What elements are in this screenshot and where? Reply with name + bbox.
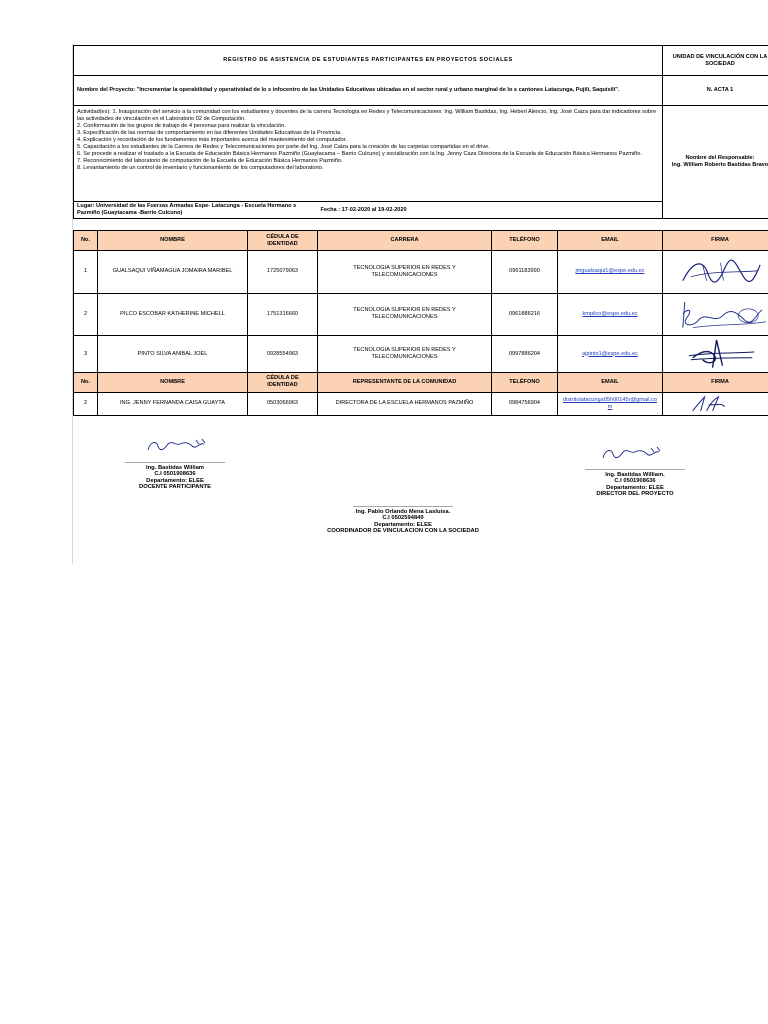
- header-no: No.: [74, 231, 98, 251]
- row-no: 2: [74, 392, 98, 415]
- handwritten-signature-3: [663, 336, 768, 372]
- row-signature: [663, 293, 768, 336]
- signature-block-center: [300, 502, 506, 535]
- responsible-label: Nombre del Responsable:: [685, 155, 755, 161]
- signer-ci: C.I 0501908636: [614, 478, 656, 485]
- signer-name: Ing. Pablo Orlando Mena Lasluisa.: [355, 508, 451, 515]
- row-email[interactable]: ajpinto1@espe.edu.ec: [558, 336, 663, 373]
- row-signature: [663, 392, 768, 415]
- signer-ci: C.I 0501908636: [154, 471, 196, 478]
- row-id: 1751316660: [248, 293, 318, 336]
- row-phone: 0984756904: [492, 392, 558, 415]
- header-phone: TELÉFONO: [492, 231, 558, 251]
- row-name: PILCO ESCOBAR KATHERINE MICHELL: [98, 293, 248, 336]
- header-representative: REPRESENTANTE DE LA COMUNIDAD: [318, 372, 492, 392]
- row-email[interactable]: distritolatacunga05h00145r@gmail.com: [558, 392, 663, 415]
- activity-item: 5. Capacitación a los estudiantes de la Carrera de Redes y Telecomunicaciones por parte del Ing. José Caiza para la creación de las carpetas compartidas en el drive.: [77, 144, 490, 150]
- header-id: CÉDULA DE IDENTIDAD: [248, 372, 318, 392]
- signature-block-left: [100, 458, 250, 491]
- signature-line: _______________________________: [353, 502, 453, 508]
- table-row: [74, 293, 768, 336]
- activities-list: [74, 106, 663, 202]
- responsible-cell: [663, 106, 768, 219]
- row-name: ING. JENNY FERNANDA CAISA GUAYTA: [98, 392, 248, 415]
- signer-role: DIRECTOR DEL PROYECTO: [596, 491, 674, 498]
- row-role: DIRECTORA DE LA ESCUELA HERMANOS PAZMIÑO: [318, 392, 492, 415]
- spacer-row: [74, 219, 768, 231]
- row-phone: 0961886216: [492, 293, 558, 336]
- header-signature: FIRMA: [663, 231, 768, 251]
- signer-department: Departamento: ELEE: [374, 521, 432, 528]
- row-career: TECNOLOGIA SUPERIOR EN REDES Y TELECOMUNICACIONES: [318, 336, 492, 373]
- signature-block-right: [560, 465, 710, 498]
- handwritten-signature-2: [663, 294, 768, 336]
- row-signature: [663, 251, 768, 294]
- activity-item: 3. Especificación de las normas de comportamiento en las diferentes Unidades Educativas de la Provincia.: [77, 130, 342, 136]
- row-career: TECNOLOGIA SUPERIOR EN REDES Y TELECOMUNICACIONES: [318, 293, 492, 336]
- header-name: NOMBRE: [98, 231, 248, 251]
- activity-item: 2. Conformación de los grupos de trabajo de 4 personas para realizar la vinculación.: [77, 123, 286, 129]
- row-no: 2: [74, 293, 98, 336]
- header-no: No.: [74, 372, 98, 392]
- row-signature: [663, 336, 768, 373]
- signature-graphic-right: [595, 444, 675, 464]
- activity-item: 6. Se procede a realizar el traslado a la Escuela de Educación Básica Hermanos Pazmiño (Guaytacama – Barrio Culcuno) y socialización con la Ing. Jenny Caza Directora de la Escuela de Educación Básica Hermanos Pazmiño.: [77, 151, 642, 157]
- activity-item: Actividad(es): 1. Inauguración del servicio a la comunidad con los estudiantes y docentes de la carrera Tecnología en Redes y Telecomunicaciones: Ing. William Bastidas, Ing. Heberl Alencio, Ing. José Caiza para dar indicadores sobre las actividades de vinculación en el Laboratorio 02 de Computación.: [77, 109, 657, 122]
- row-id: 0928554963: [248, 336, 318, 373]
- row-no: 1: [74, 251, 98, 294]
- signer-name: Ing. Bastidas William.: [605, 471, 665, 478]
- row-name: GUALSAQUI VIÑAMAGUA JOMAIRA MARIBEL: [98, 251, 248, 294]
- project-name: Nombre del Proyecto: "Incrementar la operabilidad y operatividad de lo s infocentro de las Unidades Educativas ubicadas en el sector rural y urbano marginal de lo s cantones Latacunga, Pujilí, Saquisilí".: [74, 76, 663, 106]
- signer-department: Departamento: ELEE: [606, 484, 664, 491]
- handwritten-signature-1: [663, 251, 768, 293]
- row-no: 3: [74, 336, 98, 373]
- responsible-name: Ing. William Roberto Bastidas Bravo: [671, 162, 768, 168]
- signer-name: Ing. Bastidas William: [146, 464, 204, 471]
- form-title: REGISTRO DE ASISTENCIA DE ESTUDIANTES PARTICIPANTES EN PROYECTOS SOCIALES: [74, 46, 663, 76]
- attendance-form-table: [73, 45, 768, 416]
- signer-ci: C.I 0502594849: [382, 515, 424, 522]
- row-career: TECNOLOGIA SUPERIOR EN REDES Y TELECOMUNICACIONES: [318, 251, 492, 294]
- row-email[interactable]: kmpilco@espe.edu.ec: [558, 293, 663, 336]
- unit-label: UNIDAD DE VINCULACIÓN CON LA SOCIEDAD: [663, 46, 768, 76]
- activity-item: 7. Reconocimiento del laboratorio de computación de la Escuela de Educación Básica Hermanos Pazmiño.: [77, 158, 343, 164]
- header-phone: TELÉFONO: [492, 372, 558, 392]
- signer-department: Departamento: ELEE: [146, 477, 204, 484]
- activity-item: 8. Levantamiento de un control de inventario y funcionamiento de los computadores del laboratorio.: [77, 165, 324, 171]
- row-phone: 0997886204: [492, 336, 558, 373]
- table-row: [74, 392, 768, 415]
- table-row: [74, 336, 768, 373]
- activity-item: 4. Explicación y recordación de los fundamentos más importantes acerca del mantenimiento del computador.: [77, 137, 347, 143]
- acta-number: N. ACTA 1: [663, 76, 768, 106]
- signer-role: COORDINADOR DE VINCULACION CON LA SOCIEDAD: [327, 528, 479, 535]
- signature-line: _______________________________: [585, 465, 685, 471]
- row-phone: 0961183990: [492, 251, 558, 294]
- header-career: CARRERA: [318, 231, 492, 251]
- header-email: EMAIL: [558, 372, 663, 392]
- row-email[interactable]: jmgualsaqui1@espe.edu.ec: [558, 251, 663, 294]
- header-name: NOMBRE: [98, 372, 248, 392]
- header-signature: FIRMA: [663, 372, 768, 392]
- table-row: [74, 251, 768, 294]
- row-id: 1725079063: [248, 251, 318, 294]
- place-label: Lugar: Universidad de las Fuerzas Armadas Espe- Latacunga - Escuela Hermano s Pazmiño (Guaytacama -Barrio Culcuno): [74, 202, 318, 219]
- header-email: EMAIL: [558, 231, 663, 251]
- signer-role: DOCENTE PARTICIPANTE: [139, 484, 211, 491]
- row-id: 0503066963: [248, 392, 318, 415]
- date-label: Fecha : 17-02-2020 al 19-02-2020: [318, 202, 663, 219]
- row-name: PINTO SILVA ANIBAL JOEL: [98, 336, 248, 373]
- signature-line: _______________________________: [125, 458, 225, 464]
- signature-graphic-left: [140, 436, 220, 456]
- handwritten-signature-4: [663, 393, 768, 415]
- header-id: CÉDULA DE IDENTIDAD: [248, 231, 318, 251]
